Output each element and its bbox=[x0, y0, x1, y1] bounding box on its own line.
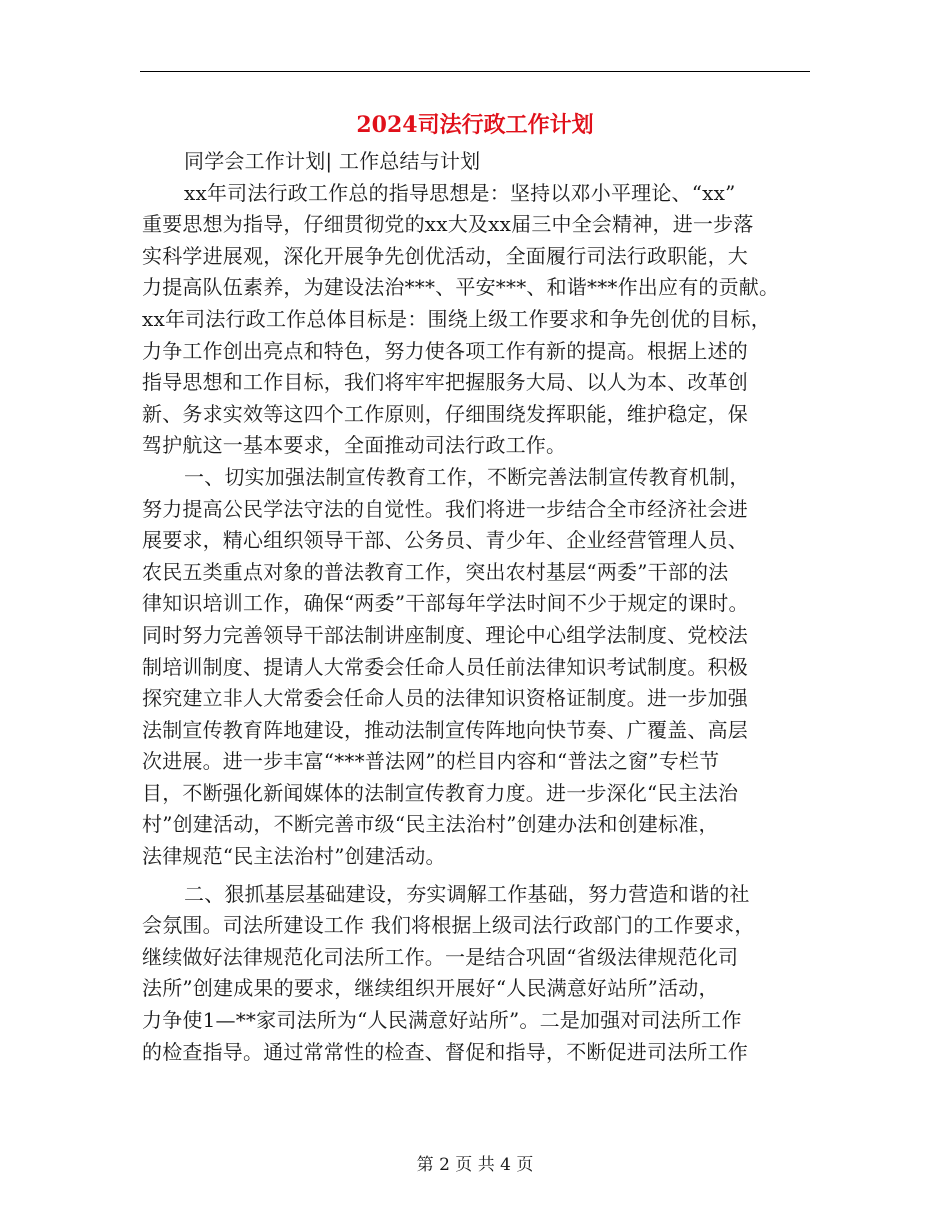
header-rule bbox=[140, 71, 810, 72]
document-title: 2024司法行政工作计划 bbox=[356, 112, 594, 138]
text-line: 的检查指导。通过常常性的检查、督促和指导，不断促进司法所工作 bbox=[142, 1039, 748, 1064]
text-line: 村”创建活动，不断完善市级“民主法治村”创建办法和创建标准， bbox=[142, 812, 719, 837]
text-line: 继续做好法律规范化司法所工作。一是结合巩固“省级法律规范化司 bbox=[142, 944, 739, 969]
text-line: 重要思想为指导，仔细贯彻党的xx大及xx届三中全会精神，进一步落 bbox=[142, 212, 754, 237]
page-footer: 第 2 页 共 4 页 bbox=[416, 1155, 534, 1175]
text-line: 二、狠抓基层基础建设，夯实调解工作基础，努力营造和谐的社 bbox=[184, 881, 750, 906]
text-line: 努力提高公民学法守法的自觉性。我们将进一步结合全市经济社会进 bbox=[142, 496, 748, 521]
text-line: 法所”创建成果的要求，继续组织开展好“人民满意好站所”活动， bbox=[142, 976, 719, 1001]
text-line: xx年司法行政工作总体目标是：围绕上级工作要求和争先创优的目标， bbox=[142, 306, 771, 331]
paragraph bbox=[142, 146, 816, 178]
text-line: 农民五类重点对象的普法教育工作，突出农村基层“两委”干部的法 bbox=[142, 559, 729, 584]
text-line: xx年司法行政工作总的指导思想是：坚持以邓小平理论、“xx” bbox=[184, 180, 736, 205]
text-line: 法律规范“民主法治村”创建活动。 bbox=[142, 844, 446, 869]
paragraph bbox=[142, 462, 816, 873]
text-line: 指导思想和工作目标，我们将牢牢把握服务大局、以人为本、改革创 bbox=[142, 370, 748, 395]
text-line: 力提高队伍素养，为建设法治***、平安***、和谐***作出应有的贡献。 bbox=[142, 275, 780, 300]
paragraph bbox=[142, 879, 816, 1069]
document-body bbox=[142, 146, 816, 1068]
text-line: 法制宣传教育阵地建设，推动法制宣传阵地向快节奏、广覆盖、高层 bbox=[142, 717, 748, 742]
text-line: 制培训制度、提请人大常委会任命人员任前法律知识考试制度。积极 bbox=[142, 654, 748, 679]
paragraph bbox=[142, 178, 816, 462]
text-line: 目，不断强化新闻媒体的法制宣传教育力度。进一步深化“民主法治 bbox=[142, 780, 739, 805]
text-line: 新、务求实效等这四个工作原则，仔细围绕发挥职能，维护稳定，保 bbox=[142, 401, 748, 426]
text-line: 一、切实加强法制宣传教育工作，不断完善法制宣传教育机制， bbox=[184, 464, 750, 489]
text-line: 力争工作创出亮点和特色，努力使各项工作有新的提高。根据上述的 bbox=[142, 338, 748, 363]
text-line: 探究建立非人大常委会任命人员的法律知识资格证制度。进一步加强 bbox=[142, 686, 748, 711]
text-line: 驾护航这一基本要求，全面推动司法行政工作。 bbox=[142, 433, 567, 458]
text-line: 同学会工作计划| 工作总结与计划 bbox=[184, 149, 481, 173]
text-line: 展要求，精心组织领导干部、公务员、青少年、企业经营管理人员、 bbox=[142, 528, 748, 553]
text-line: 同时努力完善领导干部法制讲座制度、理论中心组学法制度、党校法 bbox=[142, 622, 748, 647]
text-line: 会氛围。司法所建设工作 我们将根据上级司法行政部门的工作要求， bbox=[142, 913, 755, 938]
text-line: 力争使1—**家司法所为“人民满意好站所”。二是加强对司法所工作 bbox=[142, 1008, 742, 1033]
text-line: 律知识培训工作，确保“两委”干部每年学法时间不少于规定的课时。 bbox=[142, 591, 749, 616]
text-line: 次进展。进一步丰富“***普法网”的栏目内容和“普法之窗”专栏节 bbox=[142, 749, 720, 774]
text-line: 实科学进展观，深化开展争先创优活动，全面履行司法行政职能，大 bbox=[142, 243, 748, 268]
